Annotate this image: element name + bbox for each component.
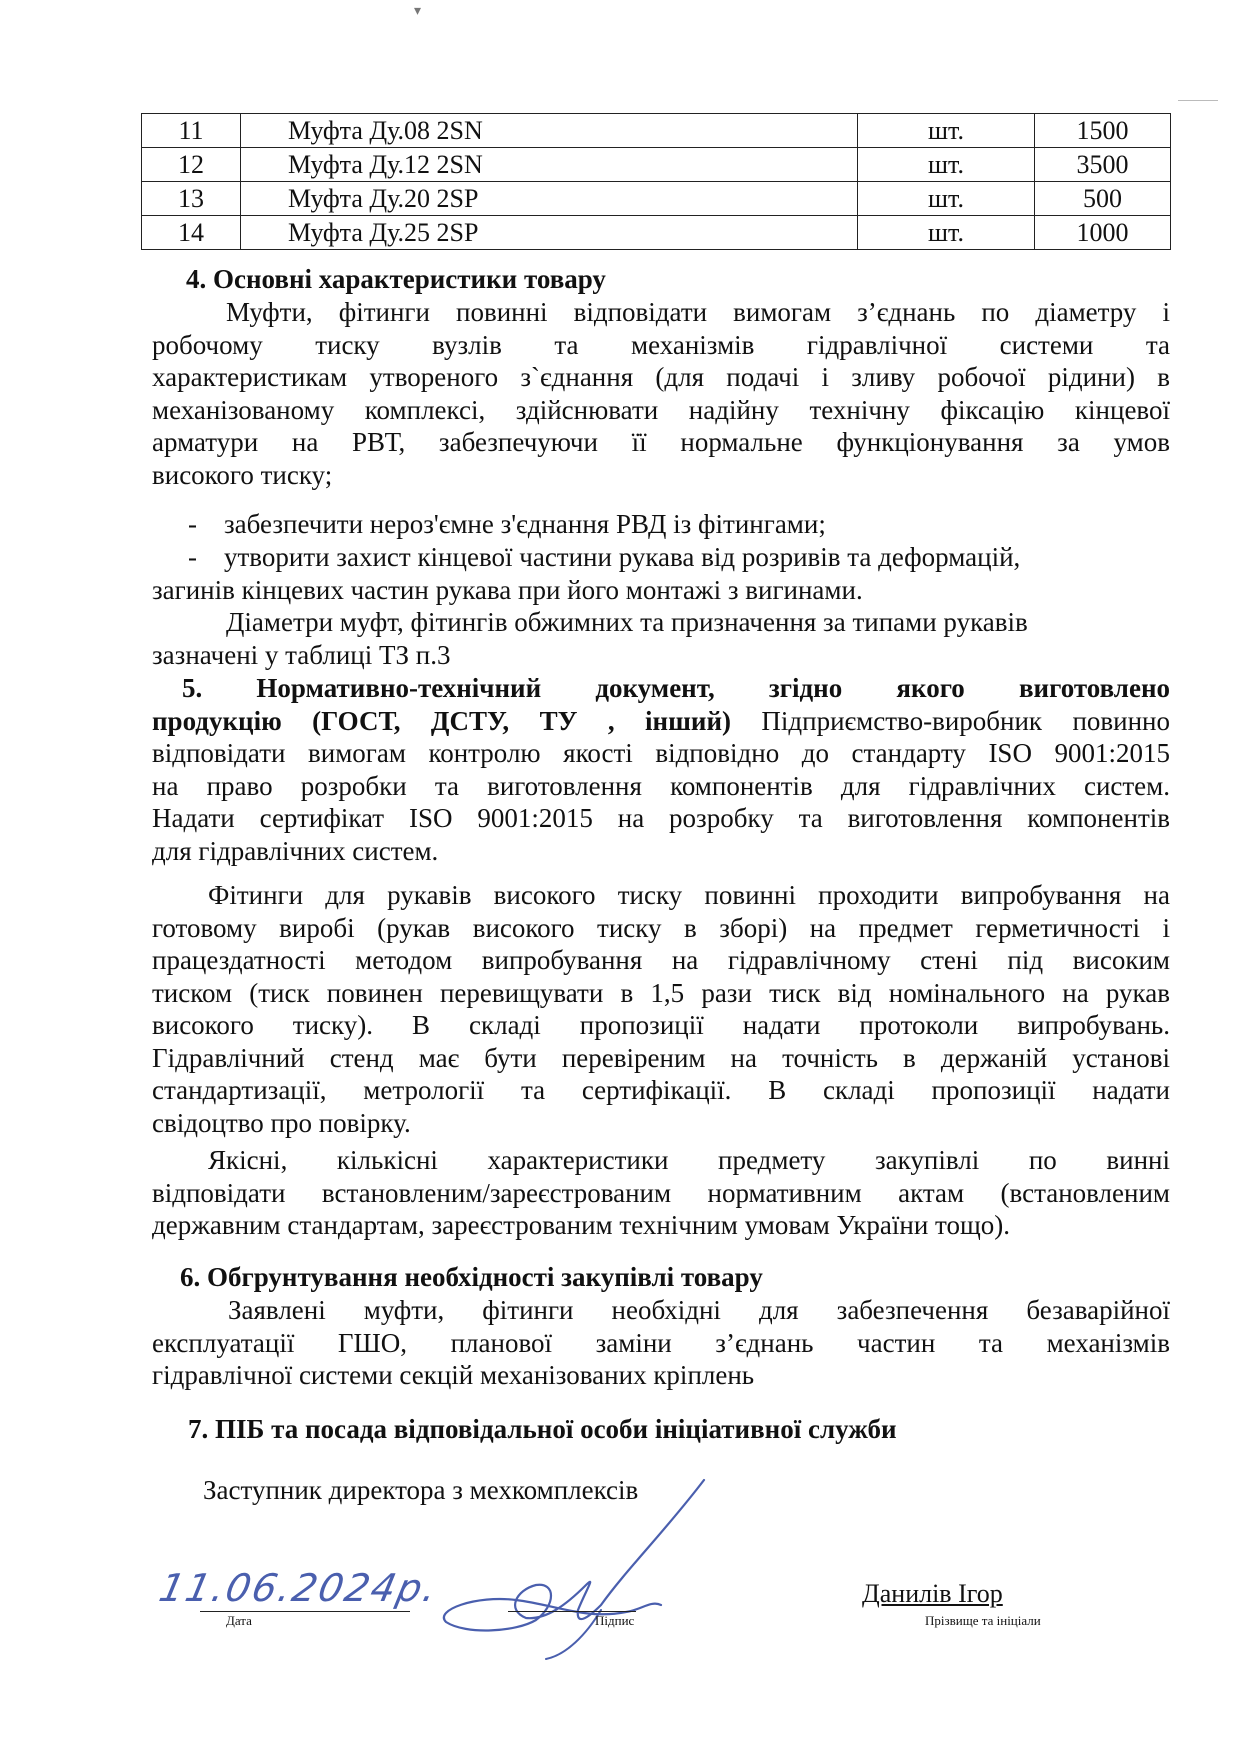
- row-quantity: 1000: [1035, 216, 1171, 250]
- table-row: [142, 182, 1171, 216]
- text-line: для гідравлічних систем.: [152, 835, 439, 866]
- row-number: 11: [142, 114, 241, 148]
- text-line: експлуатації ГШО, планової заміни з’єднань частин та механізмів: [152, 1327, 1170, 1358]
- text-line: тиском (тиск повинен перевищувати в 1,5 рази тиск від номінального на рукав: [152, 977, 1170, 1008]
- text-line: стандартизації, метрології та сертифікації. В складі пропозиції надати: [152, 1075, 1170, 1105]
- scan-mark: ▾: [414, 2, 422, 18]
- section-5-paragraph-3: [152, 1144, 1170, 1242]
- text-line: високого тиску). В складі пропозиції надати протоколи випробувань.: [152, 1010, 1170, 1040]
- text-line: відповідати встановленим/зареєстрованим нормативним актам (встановленим: [152, 1177, 1170, 1208]
- section-6-heading: 6. Обгрунтування необхідності закупівлі товару: [180, 1262, 763, 1292]
- row-name: Муфта Ду.20 2SP: [241, 182, 858, 216]
- date-label: Дата: [226, 1613, 252, 1628]
- section-4-paragraph-2: [152, 606, 1170, 671]
- section-5-heading: 5. Нормативно-технічний документ, згідно якого виготовлено: [182, 673, 1170, 703]
- row-quantity: 3500: [1035, 148, 1171, 182]
- bullet-item: [152, 508, 1170, 541]
- bullet-text: забезпечити нероз'ємне з'єднання РВД із фітингами;: [224, 509, 826, 539]
- row-unit: шт.: [858, 182, 1035, 216]
- text-line: Гідравлічний стенд має бути перевіреним на точність в держаній установі: [152, 1042, 1170, 1073]
- row-number: 14: [142, 216, 241, 250]
- text-line: на право розробки та виготовлення компонентів для гідравлічних систем.: [152, 770, 1170, 801]
- text-line: характеристикам утвореного з`єднання (для подачі і зливу робочої рідини) в: [152, 362, 1170, 392]
- section-5: [152, 672, 1170, 867]
- text-span: Підприємство-виробник повинно: [731, 705, 1170, 736]
- text-line: механізованому комплексі, здійснювати надійну технічну фіксацію кінцевої: [152, 394, 1170, 425]
- section-4-paragraph-1: [152, 296, 1170, 491]
- signature-line: [508, 1611, 636, 1612]
- text-line: Діаметри муфт, фітингів обжимних та призначення за типами рукавів: [226, 607, 1028, 637]
- bullet-item: [152, 541, 1170, 606]
- row-unit: шт.: [858, 114, 1035, 148]
- text-line: готовому виробі (рукав високого тиску в зборі) на предмет герметичності і: [152, 912, 1170, 943]
- table-row: [142, 148, 1171, 182]
- row-name: Муфта Ду.08 2SN: [241, 114, 858, 148]
- position-title: Заступник директора з мехкомплексів: [203, 1475, 639, 1505]
- text-line: зазначені у таблиці ТЗ п.3: [152, 639, 451, 670]
- text-line: державним стандартам, зареєстрованим технічним умовам України тощо).: [152, 1210, 1011, 1240]
- table-row: [142, 114, 1171, 148]
- bullet-text: утворити захист кінцевої частини рукава від розривів та деформацій,: [224, 542, 1021, 572]
- row-name: Муфта Ду.12 2SN: [241, 148, 858, 182]
- row-number: 13: [142, 182, 241, 216]
- table-row: [142, 216, 1171, 250]
- row-quantity: 500: [1035, 182, 1171, 216]
- handwritten-date: 11.06.2024р.: [155, 1566, 443, 1610]
- text-line: Надати сертифікат ISO 9001:2015 на розробку та виготовлення компонентів: [152, 803, 1170, 833]
- row-number: 12: [142, 148, 241, 182]
- signature-image: [436, 1460, 716, 1660]
- text-line: Фітинги для рукавів високого тиску повинні проходити випробування на: [208, 880, 1170, 910]
- section-6-paragraph: [152, 1294, 1170, 1392]
- bullet-dash: -: [188, 509, 197, 539]
- text-line: свідоцтво про повірку.: [152, 1107, 411, 1138]
- row-quantity: 1500: [1035, 114, 1171, 148]
- signature-label: Підпис: [595, 1613, 635, 1628]
- text-line: Муфти, фітинги повинні відповідати вимогам з’єднань по діаметру і: [226, 297, 1170, 327]
- text-line: гідравлічної системи секцій механізованих кріплень: [152, 1360, 755, 1390]
- signer-name-label: Прізвище та ініціали: [925, 1613, 1041, 1628]
- text-line: працездатності методом випробування на гідравлічному стені під високим: [152, 945, 1170, 975]
- section-5-paragraph-2: [152, 879, 1170, 1139]
- text-line: високого тиску;: [152, 459, 333, 490]
- scan-edge-mark: [1178, 100, 1218, 101]
- text-line: Заявлені муфти, фітинги необхідні для забезпечення безаварійної: [228, 1295, 1170, 1325]
- text-line: загинів кінцевих частин рукава при його монтажі з вигинами.: [152, 574, 863, 605]
- section-7-heading: 7. ПІБ та посада відповідальної особи ініціативної служби: [188, 1414, 897, 1444]
- section-5-heading-cont: продукцію (ГОСТ, ДСТУ, ТУ , інший): [152, 705, 731, 736]
- text-line: робочому тиску вузлів та механізмів гідравлічної системи та: [152, 329, 1170, 360]
- signer-name: Данилів Ігор: [862, 1579, 1003, 1608]
- items-table: [141, 113, 1171, 250]
- text-line: Якісні, кількісні характеристики предмету закупівлі по винні: [208, 1145, 1170, 1175]
- row-name: Муфта Ду.25 2SP: [241, 216, 858, 250]
- row-unit: шт.: [858, 216, 1035, 250]
- date-line: [200, 1611, 410, 1612]
- bullet-dash: -: [188, 542, 197, 572]
- text-line: арматури на РВТ, забезпечуючи її нормальне функціонування за умов: [152, 427, 1170, 457]
- row-unit: шт.: [858, 148, 1035, 182]
- text-line: відповідати вимогам контролю якості відповідно до стандарту ISO 9001:2015: [152, 738, 1170, 768]
- section-4-heading: 4. Основні характеристики товару: [186, 264, 606, 294]
